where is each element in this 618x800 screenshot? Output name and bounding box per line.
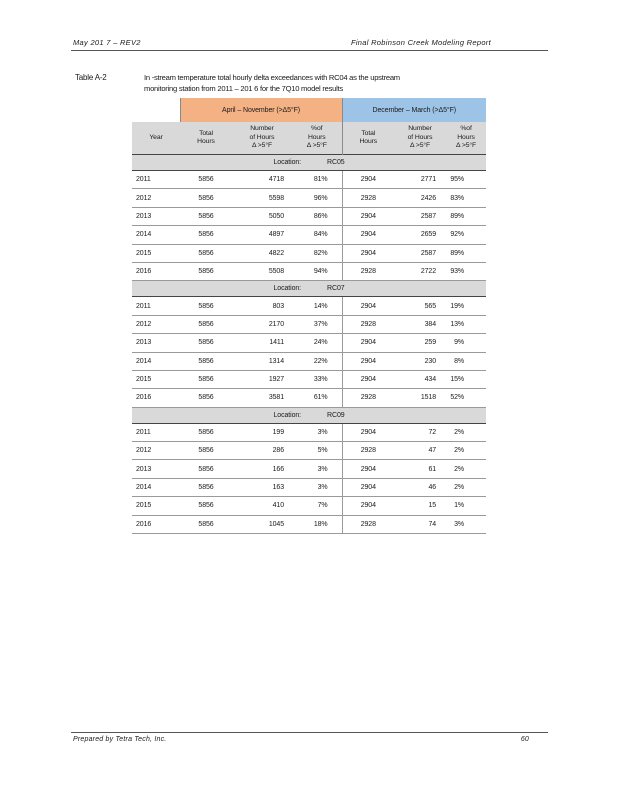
cell-dec-number-hours: 259 [394,334,446,352]
cell-apr-number-hours: 803 [232,297,292,315]
location-header-row [132,407,486,423]
cell-apr-number-hours: 2170 [232,315,292,333]
header-text: Number [408,125,432,133]
cell-apr-total-hours: 5856 [180,460,232,478]
cell-apr-number-hours: 199 [232,423,292,441]
cell-apr-percent-hours: 94% [292,262,342,280]
col-apr-percent-hours [292,122,342,155]
cell-apr-number-hours: 3581 [232,389,292,407]
cell-apr-percent-hours: 14% [292,297,342,315]
cell-dec-percent-hours: 93% [446,262,486,280]
header-text: Total [199,129,213,137]
cell-apr-percent-hours: 3% [292,460,342,478]
cell-apr-percent-hours: 37% [292,315,342,333]
cell-apr-number-hours: 4718 [232,171,292,189]
table-row [132,442,486,460]
table-row [132,171,486,189]
cell-dec-percent-hours: 83% [446,189,486,207]
col-apr-number-hours [232,122,292,155]
cell-dec-number-hours: 1518 [394,389,446,407]
cell-dec-percent-hours: 15% [446,370,486,388]
cell-apr-number-hours: 166 [232,460,292,478]
table-row [132,515,486,533]
header-text: Δ >5°F [306,142,327,150]
cell-year: 2013 [132,460,180,478]
cell-year: 2016 [132,262,180,280]
header-report-title: Final Robinson Creek Modeling Report [350,38,491,47]
cell-dec-total-hours: 2904 [342,478,394,496]
cell-dec-number-hours: 2659 [394,226,446,244]
table-row [132,370,486,388]
cell-dec-total-hours: 2904 [342,297,394,315]
cell-dec-total-hours: 2904 [342,207,394,225]
cell-apr-percent-hours: 33% [292,370,342,388]
cell-year: 2014 [132,226,180,244]
table-row [132,423,486,441]
cell-dec-total-hours: 2904 [342,460,394,478]
cell-apr-number-hours: 1045 [232,515,292,533]
table-row [132,226,486,244]
cell-apr-total-hours: 5856 [180,226,232,244]
header-text: Total [361,129,376,137]
cell-year: 2013 [132,334,180,352]
cell-dec-percent-hours: 1% [446,497,486,515]
cell-apr-total-hours: 5856 [180,334,232,352]
cell-dec-number-hours: 47 [394,442,446,460]
exceedance-table [132,98,486,534]
cell-dec-percent-hours: 3% [446,515,486,533]
cell-apr-number-hours: 5050 [232,207,292,225]
cell-apr-total-hours: 5856 [180,189,232,207]
cell-dec-percent-hours: 52% [446,389,486,407]
cell-dec-percent-hours: 2% [446,460,486,478]
cell-dec-percent-hours: 2% [446,478,486,496]
cell-dec-number-hours: 15 [394,497,446,515]
cell-year: 2011 [132,297,180,315]
header-text: Δ >5°F [456,142,477,150]
cell-apr-percent-hours: 22% [292,352,342,370]
location-header [132,155,486,171]
col-apr-total-hours [180,122,232,155]
header-text: Δ >5°F [251,142,273,150]
cell-year: 2016 [132,515,180,533]
cell-apr-total-hours: 5856 [180,497,232,515]
header-text: Location: [273,411,302,419]
cell-apr-total-hours: 5856 [180,352,232,370]
cell-dec-total-hours: 2928 [342,189,394,207]
cell-apr-number-hours: 410 [232,497,292,515]
header-rule [71,50,548,51]
cell-apr-percent-hours: 84% [292,226,342,244]
cell-dec-number-hours: 2587 [394,244,446,262]
cell-apr-percent-hours: 3% [292,423,342,441]
footer-preparer: Prepared by Tetra Tech, Inc. [73,736,167,743]
table-row [132,207,486,225]
cell-dec-percent-hours: 2% [446,423,486,441]
header-text: %of [460,125,472,133]
location-header-row [132,281,486,297]
cell-apr-total-hours: 5856 [180,370,232,388]
table-row [132,297,486,315]
cell-apr-total-hours: 5856 [180,423,232,441]
cell-dec-number-hours: 2771 [394,171,446,189]
header-text: Location: [273,285,302,293]
cell-apr-total-hours: 5856 [180,207,232,225]
table-row [132,244,486,262]
location-group-rc09 [132,407,486,533]
cell-dec-total-hours: 2928 [342,442,394,460]
table-row [132,478,486,496]
april-november-band: April – November (>Δ5°F) [180,98,342,122]
table-row [132,262,486,280]
season-band-row [132,98,486,122]
cell-dec-total-hours: 2904 [342,423,394,441]
cell-apr-number-hours: 5508 [232,262,292,280]
header-text: RC05 [327,159,345,166]
cell-apr-total-hours: 5856 [180,244,232,262]
header-text: Hours [359,138,378,145]
cell-dec-percent-hours: 92% [446,226,486,244]
col-year: Year [132,122,180,155]
cell-apr-total-hours: 5856 [180,389,232,407]
cell-dec-number-hours: 2587 [394,207,446,225]
header-text: Hours [307,133,326,141]
cell-dec-total-hours: 2904 [342,352,394,370]
table-row [132,352,486,370]
cell-apr-number-hours: 163 [232,478,292,496]
cell-dec-total-hours: 2928 [342,315,394,333]
col-dec-percent-hours [446,122,486,155]
cell-dec-number-hours: 230 [394,352,446,370]
header-text: Δ >5°F [409,142,431,150]
cell-apr-number-hours: 1314 [232,352,292,370]
table-row [132,334,486,352]
cell-year: 2015 [132,244,180,262]
cell-apr-total-hours: 5856 [180,515,232,533]
footer-rule [71,732,548,733]
header-date-revision: May 201 7 – REV2 [73,38,141,47]
cell-dec-percent-hours: 89% [446,207,486,225]
cell-dec-percent-hours: 8% [446,352,486,370]
cell-dec-number-hours: 384 [394,315,446,333]
cell-apr-total-hours: 5856 [180,297,232,315]
cell-apr-number-hours: 1927 [232,370,292,388]
cell-apr-number-hours: 286 [232,442,292,460]
cell-apr-number-hours: 1411 [232,334,292,352]
cell-apr-number-hours: 5598 [232,189,292,207]
cell-year: 2014 [132,352,180,370]
cell-dec-total-hours: 2928 [342,515,394,533]
cell-year: 2011 [132,171,180,189]
table-label: Table A-2 [75,73,107,82]
cell-apr-percent-hours: 86% [292,207,342,225]
cell-apr-percent-hours: 61% [292,389,342,407]
cell-dec-total-hours: 2904 [342,244,394,262]
header-text: %of [311,125,323,133]
cell-dec-number-hours: 434 [394,370,446,388]
table-row [132,315,486,333]
cell-apr-total-hours: 5856 [180,315,232,333]
cell-year: 2012 [132,442,180,460]
cell-dec-total-hours: 2904 [342,171,394,189]
cell-year: 2013 [132,207,180,225]
col-dec-total-hours [342,122,394,155]
cell-apr-percent-hours: 3% [292,478,342,496]
location-group-rc07 [132,281,486,407]
cell-dec-number-hours: 72 [394,423,446,441]
cell-apr-percent-hours: 96% [292,189,342,207]
cell-dec-total-hours: 2904 [342,334,394,352]
cell-dec-percent-hours: 2% [446,442,486,460]
cell-apr-total-hours: 5856 [180,171,232,189]
header-text: Location: [273,159,302,166]
cell-apr-number-hours: 4822 [232,244,292,262]
cell-dec-number-hours: 61 [394,460,446,478]
caption-line-1: In -stream temperature total hourly delta exceedances with RC04 as the upstream [144,73,400,82]
cell-dec-number-hours: 2426 [394,189,446,207]
header-text: of Hours [249,133,275,141]
cell-dec-total-hours: 2928 [342,262,394,280]
cell-year: 2015 [132,497,180,515]
cell-dec-number-hours: 2722 [394,262,446,280]
cell-apr-percent-hours: 24% [292,334,342,352]
cell-dec-percent-hours: 19% [446,297,486,315]
cell-apr-total-hours: 5856 [180,262,232,280]
cell-dec-number-hours: 74 [394,515,446,533]
cell-apr-total-hours: 5856 [180,478,232,496]
header-text: Number [250,125,274,133]
location-header [132,281,486,297]
cell-dec-percent-hours: 13% [446,315,486,333]
cell-year: 2012 [132,315,180,333]
cell-apr-percent-hours: 81% [292,171,342,189]
cell-year: 2014 [132,478,180,496]
cell-year: 2016 [132,389,180,407]
table-row [132,189,486,207]
table-row [132,497,486,515]
cell-dec-total-hours: 2928 [342,389,394,407]
location-group-rc05 [132,155,486,281]
cell-dec-total-hours: 2904 [342,226,394,244]
table-row [132,389,486,407]
table-caption [144,73,474,94]
header-text: RC07 [327,285,345,293]
header-text: Hours [197,138,215,145]
cell-year: 2015 [132,370,180,388]
caption-line-2: monitoring station from 2011 – 201 6 for the 7Q10 model results [144,83,343,93]
cell-apr-percent-hours: 82% [292,244,342,262]
column-header-row [132,122,486,155]
cell-year: 2012 [132,189,180,207]
cell-dec-total-hours: 2904 [342,370,394,388]
header-text: Hours [457,133,475,141]
cell-apr-percent-hours: 7% [292,497,342,515]
cell-year: 2011 [132,423,180,441]
band-blank [132,98,180,122]
col-dec-number-hours [394,122,446,155]
table-row [132,460,486,478]
cell-apr-number-hours: 4897 [232,226,292,244]
location-header [132,407,486,423]
cell-dec-number-hours: 46 [394,478,446,496]
december-march-band: December – March (>Δ5°F) [342,98,486,122]
cell-dec-percent-hours: 95% [446,171,486,189]
header-text: of Hours [407,133,433,141]
cell-apr-percent-hours: 18% [292,515,342,533]
header-text: RC09 [327,411,345,419]
cell-apr-percent-hours: 5% [292,442,342,460]
cell-dec-percent-hours: 89% [446,244,486,262]
location-header-row [132,155,486,171]
cell-dec-total-hours: 2904 [342,497,394,515]
page-number: 60 [520,736,529,743]
cell-dec-number-hours: 565 [394,297,446,315]
cell-dec-percent-hours: 9% [446,334,486,352]
cell-apr-total-hours: 5856 [180,442,232,460]
